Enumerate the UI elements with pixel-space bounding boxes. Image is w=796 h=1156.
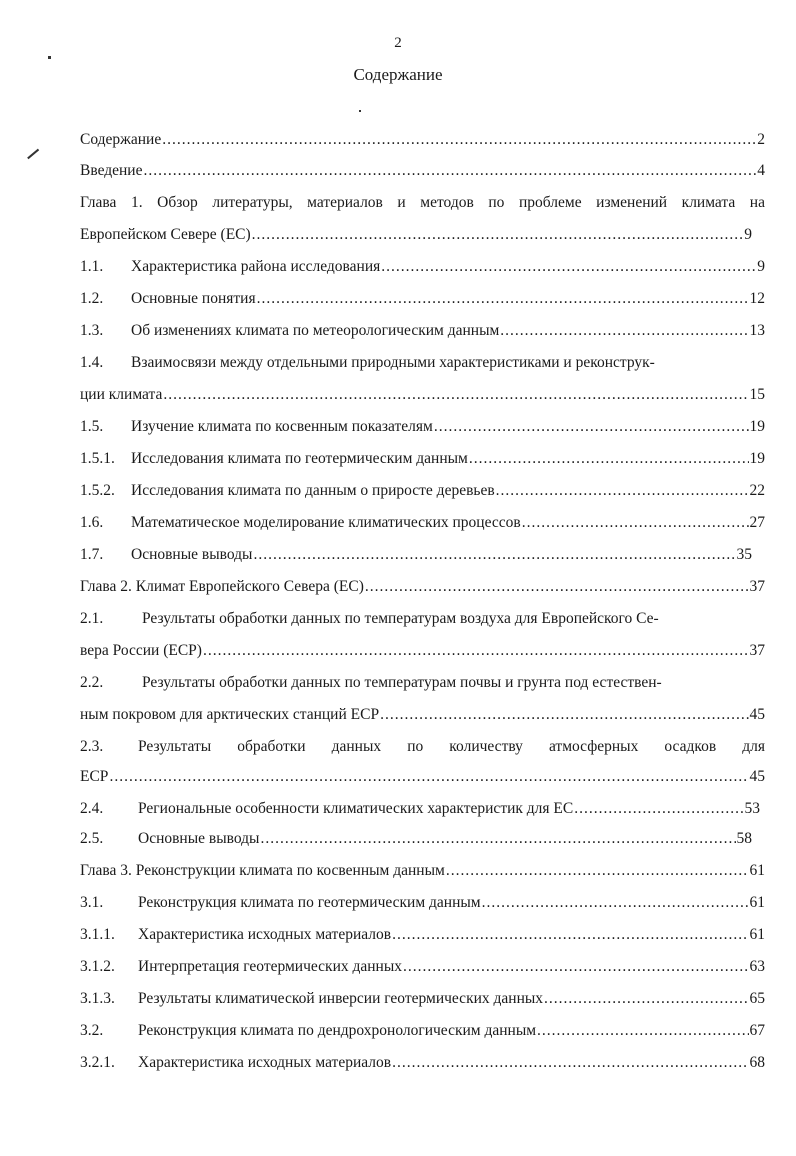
toc-page: 65 — [749, 990, 765, 1007]
toc-title: Содержание — [80, 131, 162, 148]
toc-title: Основные выводы — [131, 546, 253, 563]
toc-page: 67 — [749, 1022, 765, 1039]
toc-number: 1.7. — [80, 546, 104, 563]
toc-title: Европейском Севере (ЕС) — [80, 226, 251, 243]
leader-dots — [203, 640, 749, 662]
toc-entry[interactable] — [80, 798, 760, 820]
toc-entry[interactable] — [80, 766, 765, 788]
toc-entry[interactable] — [80, 704, 765, 726]
leader-dots — [162, 129, 756, 151]
toc-page: 37 — [749, 578, 765, 595]
toc-entry[interactable] — [80, 1020, 765, 1042]
toc-page: 13 — [749, 322, 765, 339]
toc-number: 3.2.1. — [80, 1054, 115, 1071]
toc-page: 68 — [749, 1054, 765, 1071]
toc-title: Региональные особенности климатических характеристик для ЕС — [138, 800, 574, 817]
leader-dots — [380, 704, 748, 726]
toc-number: 1.1. — [80, 258, 104, 275]
toc-page: 4 — [757, 162, 765, 179]
toc-page: 45 — [749, 768, 765, 785]
leader-dots — [434, 416, 749, 438]
toc-entry-line1[interactable] — [80, 672, 765, 694]
toc-page: 9 — [744, 226, 752, 243]
leader-dots — [109, 766, 748, 788]
leader-dots — [500, 320, 748, 342]
toc-title: Результаты климатической инверсии геотермических данных — [138, 990, 544, 1007]
toc-title: ЕСР — [80, 768, 109, 785]
leader-dots — [392, 1052, 748, 1074]
toc-entry[interactable] — [80, 924, 765, 946]
toc-entry[interactable] — [80, 828, 752, 850]
toc-page: 45 — [749, 706, 765, 723]
toc-number: 3.1.1. — [80, 926, 115, 943]
toc-number: 1.6. — [80, 514, 104, 531]
leader-dots — [381, 256, 756, 278]
toc-title: Исследования климата по данным о приросте деревьев — [131, 482, 495, 499]
toc-entry[interactable] — [80, 129, 765, 151]
leader-dots — [365, 576, 749, 598]
leader-dots — [482, 892, 749, 914]
toc-page: 27 — [749, 514, 765, 531]
toc-number: 2.2. — [80, 674, 104, 691]
toc-title: Математическое моделирование климатических процессов — [131, 514, 521, 531]
toc-page: 19 — [749, 418, 765, 435]
toc-entry[interactable] — [80, 988, 765, 1010]
toc-title-line1: Результаты обработки данных по количеству атмосферных осадков для — [138, 738, 765, 755]
leader-dots — [143, 160, 756, 182]
toc-title: Характеристика исходных материалов — [138, 1054, 392, 1071]
toc-title: Основные понятия — [131, 290, 256, 307]
toc-entry-line1[interactable] — [80, 352, 765, 374]
toc-entry[interactable] — [80, 892, 765, 914]
toc-number: 1.5. — [80, 418, 104, 435]
toc-number: 2.3. — [80, 738, 104, 755]
toc-title: Глава 3. Реконструкции климата по косвенным данным — [80, 862, 445, 879]
toc-title: вера России (ЕСР) — [80, 642, 202, 659]
toc-entry[interactable] — [80, 320, 765, 342]
toc-page: 61 — [749, 894, 765, 911]
page-number: 2 — [394, 35, 402, 51]
leader-dots — [574, 798, 743, 820]
leader-dots — [252, 224, 744, 246]
toc-number: 1.5.1. — [80, 450, 115, 467]
toc-page: 9 — [757, 258, 765, 275]
toc-page: 63 — [749, 958, 765, 975]
toc-title: Введение — [80, 162, 143, 179]
toc-number: 1.4. — [80, 354, 104, 371]
toc-number: 1.3. — [80, 322, 104, 339]
toc-entry-line1[interactable] — [80, 608, 765, 630]
toc-title-line1: Результаты обработки данных по температурам воздуха для Европейского Се- — [142, 610, 659, 627]
page-title: Содержание — [353, 65, 443, 84]
toc-entry[interactable] — [80, 1052, 765, 1074]
toc-entry[interactable] — [80, 512, 765, 534]
toc-page: 22 — [749, 482, 765, 499]
toc-page: 2 — [757, 131, 765, 148]
pen-mark — [27, 149, 39, 159]
toc-title: Об изменениях климата по метеорологическим данным — [131, 322, 500, 339]
toc-number: 1.2. — [80, 290, 104, 307]
toc-page: 15 — [749, 386, 765, 403]
leader-dots — [537, 1020, 748, 1042]
leader-dots — [260, 828, 735, 850]
toc-entry[interactable] — [80, 160, 765, 182]
toc-entry[interactable] — [80, 956, 765, 978]
leader-dots — [253, 544, 735, 566]
leader-dots — [469, 448, 749, 470]
scan-speck — [48, 56, 51, 59]
toc-title: ции климата — [80, 386, 163, 403]
leader-dots — [446, 860, 749, 882]
toc-title: Интерпретация геотермических данных — [138, 958, 403, 975]
toc-title: Характеристика исходных материалов — [138, 926, 392, 943]
toc-number: 1.5.2. — [80, 482, 115, 499]
toc-title: Реконструкция климата по дендрохронологическим данным — [138, 1022, 537, 1039]
leader-dots — [522, 512, 749, 534]
leader-dots — [392, 924, 748, 946]
toc-number: 3.1.3. — [80, 990, 115, 1007]
toc-title: Характеристика района исследования — [131, 258, 381, 275]
scan-speck — [359, 110, 361, 112]
leader-dots — [544, 988, 748, 1010]
leader-dots — [496, 480, 749, 502]
toc-entry[interactable] — [80, 544, 752, 566]
toc-entry[interactable] — [80, 384, 765, 406]
toc-title-line1: Взаимосвязи между отдельными природными характеристиками и реконструк- — [131, 354, 655, 371]
toc-page: 61 — [749, 862, 765, 879]
toc-number: 3.1. — [80, 894, 104, 911]
toc-entry[interactable] — [80, 224, 752, 246]
toc-page: 61 — [749, 926, 765, 943]
toc-title: Глава 2. Климат Европейского Севера (ЕС) — [80, 578, 364, 595]
toc-title: Реконструкция климата по геотермическим данным — [138, 894, 481, 911]
toc-entry[interactable] — [80, 640, 765, 662]
toc-entry[interactable] — [80, 416, 765, 438]
toc-entry[interactable] — [80, 480, 765, 502]
toc-page: 35 — [736, 546, 752, 563]
toc-title: ным покровом для арктических станций ЕСР — [80, 706, 380, 723]
toc-number: 2.4. — [80, 800, 104, 817]
toc-entry[interactable] — [80, 448, 765, 470]
toc-entry[interactable] — [80, 576, 765, 598]
toc-number: 3.1.2. — [80, 958, 115, 975]
toc-number: 2.5. — [80, 830, 104, 847]
toc-title-line1: Глава 1. Обзор литературы, материалов и методов по проблеме изменений климата на — [80, 194, 765, 211]
toc-page: 53 — [744, 800, 760, 817]
toc-title: Основные выводы — [138, 830, 260, 847]
toc-number: 2.1. — [80, 610, 104, 627]
toc-number: 3.2. — [80, 1022, 104, 1039]
toc-entry[interactable] — [80, 288, 765, 310]
toc-entry[interactable] — [80, 256, 765, 278]
toc-entry-line1[interactable] — [80, 192, 765, 214]
toc-title: Изучение климата по косвенным показателям — [131, 418, 433, 435]
toc-page: 19 — [749, 450, 765, 467]
leader-dots — [257, 288, 749, 310]
toc-entry-line1[interactable] — [80, 736, 765, 758]
leader-dots — [163, 384, 748, 406]
toc-entry[interactable] — [80, 860, 765, 882]
leader-dots — [403, 956, 748, 978]
toc-page: 37 — [749, 642, 765, 659]
toc-page: 58 — [736, 830, 752, 847]
toc-page: 12 — [749, 290, 765, 307]
toc-title-line1: Результаты обработки данных по температурам почвы и грунта под естествен- — [142, 674, 662, 691]
toc-title: Исследования климата по геотермическим данным — [131, 450, 468, 467]
